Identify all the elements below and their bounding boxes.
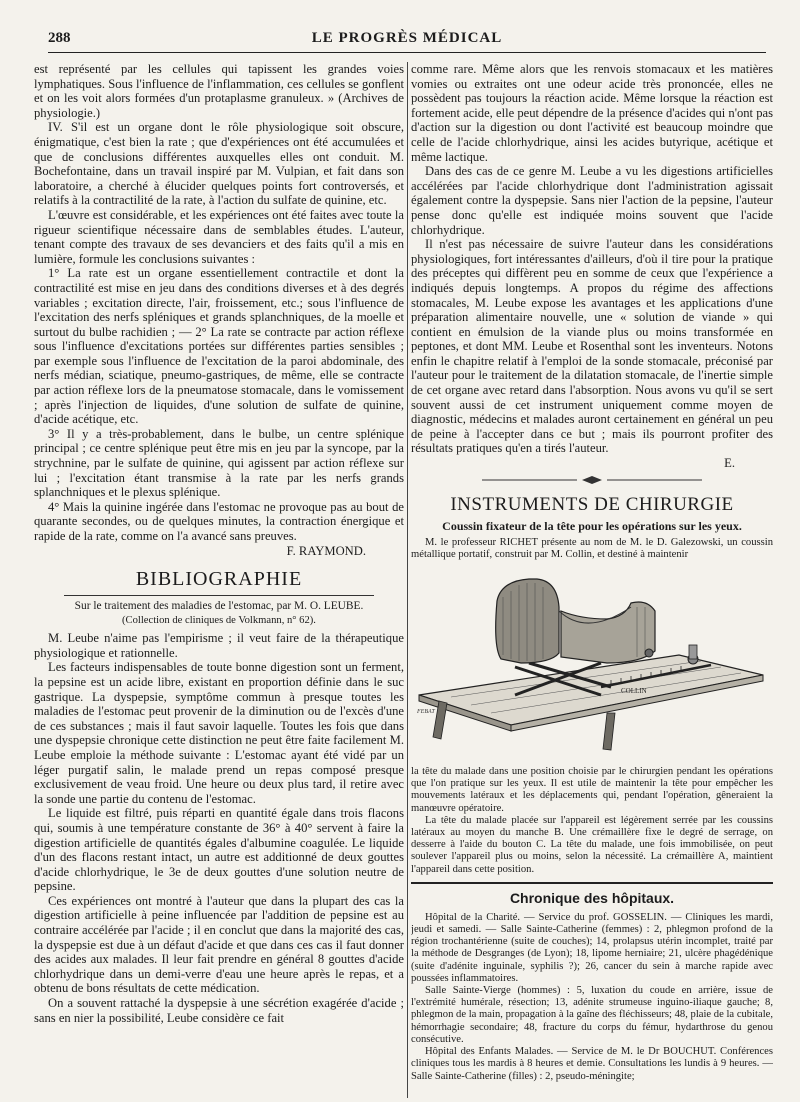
paragraph: Les facteurs indispensables de toute bonne digestion sont un ferment, la pepsine est un acide libre, existant en proportion définie dans le suc gastrique. La dyspepsie, symptôme commun à presque toutes les maladies de l'estomac peut provenir de la diminution ou de l'excès d'une de ces substances ; mais il faut savoir laquelle. Toutes les fois que dans une dyspepsie chronique cette distinction ne peut être faite facilement M. Leube emploie la méthode suivante : L'estomac ayant été vidé par un léger purgatif salin, le malade prend un repas composé presque exclusivement de veau froid. Une heure ou deux plus tard, il retire avec la sonde une partie du contenu de l'estomac. [34,660,404,806]
section-title-bibliographie: BIBLIOGRAPHIE [135,568,303,591]
instrument-heading: Coussin fixateur de la tête pour les opérations sur les yeux. [442,518,742,533]
section-rule [64,595,374,596]
review-source: (Collection de cliniques de Volkmann, n° 62). [122,615,316,627]
paragraph: Hôpital de la Charité. — Service du prof. GOSSELIN. — Cliniques les mardi, jeudi et samedi. — Salle Sainte-Catherine (femmes) : 2, phlegmon profond de la région trochantérienne (suite de couches); 14, prolapsus utérin incomplet, traité par la méthode de Desgranges (de Lyon); 18, lipome herniaire; 21, ulcère phagédénique (suite d'adénite inguinale, syphilis ?); 26, cancer du sein à marche rapide avec poussées inflammatoires. [411,911,773,984]
right-column [411,62,773,1100]
paragraph: Ces expériences ont montré à l'auteur que dans la plupart des cas la digestion artificielle à peine influencée par l'addition de pepsine est au contraire accélérée par l'acide ; il en conclut que dans la majorité des cas, la dyspepsie est due à un défaut d'acide et que dans ces cas il faut donner des acides aux malades. Il leur fait prendre en général 8 gouttes d'acide chlorhydrique dans un demi-verre d'eau une heure après le repas, et a obtenu de bons résultats de cette médication. [34,893,404,996]
paragraph: 1° La rate est un organe essentiellement contractile et dont la contractilité est mise en jeu dans des conditions diverses et à des degrés variables ; excitation directe, l'air, froissement, etc.; sous l'influence de l'excitation des nerfs spléniques et grands splanchniques, de la moelle et surtout du bulbe rachidien ; — 2° La rate se contracte par action réflexe sous l'influence d'excitations portées sur différentes parties sensibles ; par exemple sous l'influence de l'excitation de la paroi abdominale, des nerfs médian, sciatique, pneumo-gastriques, de même, elle se contracte par action réflexe lors de la pneumatose stomacale, dans le vomissement ; après l'injection de liquides, d'une solution de sulfate de quinine, d'acide acétique, etc. [34,266,404,427]
paragraph: comme rare. Même alors que les renvois stomacaux et les matières vomies ou extraites ont une odeur acide très prononcée, elles ne possèdent pas toujours la réaction acide. Même lorsque la réaction est fortement acide, elle peut dépendre de la présence d'acides qui n'ont pas d'action sur la digestion ou dont l'activité est beaucoup moindre que celle de l'acide chlorhydrique, ainsi les acides butyrique, acétique et même lactique. [411,62,773,164]
paragraph: IV. S'il est un organe dont le rôle physiologique soit obscure, énigmatique, c'est bien la rate ; que d'expériences ont été accumulées et que de conclusions différentes auxquelles elles ont conduit. M. Bochefontaine, dans un travail inspiré par M. Vulpian, et fait dans son laboratoire, a cherché à élucider quelques points fort controversés, et relatifs à la contractilité de la rate, à l'action du sulfate de quinine, etc. [34,120,404,208]
instrument-engraving [411,567,771,762]
paragraph: 3° Il y a très-probablement, dans le bulbe, un centre splénique principal ; ce centre splénique peut être mis en jeu par la syncope, par la strychnine, par le sulfate de quinine, qui agissent par action réflexe sur lui ; l'excitation étant transmise à la rate par les nerfs grands splanchniques et le plexus splénique. [34,426,404,500]
journal-title: LE PROGRÈS MÉDICAL [311,30,503,46]
author-signature: F. RAYMOND. [286,543,366,558]
paragraph: On a souvent rattaché la dyspepsie à une sécrétion exagérée d'acide ; sans en nier la possibilité, Leube considère ce fait [34,996,404,1025]
paragraph: Hôpital des Enfants Malades. — Service de M. le Dr BOUCHUT. Conférences cliniques tous les mardis à 8 heures et demie. Consultations les lundis à 9 heures. — Salle Sainte-Catherine (filles) : 2, pseudo-méningite; [411,1046,773,1082]
section-title-instruments: INSTRUMENTS DE CHIRURGIE [450,493,734,515]
maker-mark: COLLIN [621,687,647,696]
section-rule [411,882,773,884]
paragraph: La tête du malade placée sur l'appareil est légèrement serrée par les coussins latéraux au moyen du manche B. Une crémaillère fixe le degré de serrage, on desserre à l'aide du bouton C. La tête du malade, une fois immobilisée, on peut soulever l'appareil plus ou moins, selon la nécessité. La crémaillère A, maintient l'appareil dans cette position. [411,814,773,875]
ornament-icon [482,475,702,485]
page-header [48,26,766,53]
column-divider [407,62,408,1098]
paragraph: M. le professeur RICHET présente au nom de M. le D. Galezowski, un coussin métallique portatif, construit par M. Collin, et destiné à maintenir [411,536,773,560]
paragraph: la tête du malade dans une position choisie par le chirurgien pendant les opérations que l'on pratique sur les yeux. Il est utile de maintenir la tête pour empêcher les mouvements latéraux et les déplacements qui, pendant l'opération, gêneraient la manœuvre opératoire. [411,766,773,814]
page-number: 288 [48,30,71,46]
paragraph: L'œuvre est considérable, et les expériences ont été faites avec toute la rigueur scientifique nécessaire dans de semblables études. L'auteur, tenant compte des travaux de ses devanciers et des faits qu'il a mis en lumière, formule les conclusions suivantes : [34,207,404,266]
paragraph: M. Leube n'aime pas l'empirisme ; il veut faire de la thérapeutique physiologique et rationnelle. [34,631,404,660]
paragraph: Le liquide est filtré, puis réparti en quantité égale dans trois flacons qui, soumis à une température constante de 36° à 40° servent à faire la digestion artificielle de quantités égales d'albumine coagulée. Le liquide d'un des flacons restant intact, un autre est additionné de deux gouttes d'acide chlorhydrique, le 3e de deux gouttes d'une solution neutre de pepsine. [34,806,404,894]
paragraph: Il n'est pas nécessaire de suivre l'auteur dans les considérations physiologiques, fort intéressantes d'ailleurs, d'où il tire pour la pratique des préceptes qui diffèrent peu en somme de ceux que l'expérience a indiqués depuis longtemps. A propos du régime des affections stomacales, M. Leube expose les avantages et les applications d'une préparation alimentaire nouvelle, une « solution de viande » qui contient en émulsion de la viande plus ou moins transformée en peptones, et dont MM. Leube et Rosenthal sont les inventeurs. Notons enfin le chapitre relatif à l'emploi de la sonde stomacale, préconisé par l'auteur pour le traitement de la dilatation stomacale, de l'inertie simple de cet organe avec retard dans l'absorption. Nous avons vu qu'il se sert souvent aussi de cet instrument uniquement comme moyen de diagnostic, médecins et malades auront certainement en général un peu de peine à l'accepter dans ce but ; mais ils pourront profiter des résultats pratiques qu'en a tirés l'auteur. [411,237,773,456]
review-heading: Sur le traitement des maladies de l'estomac, par M. O. LEUBE. [74,600,364,613]
paragraph: Salle Sainte-Vierge (hommes) : 5, luxation du coude en arrière, issue de l'extrémité humérale, résection; 13, adénite strumeuse inguino-iliaque gauche; 8, phlegmon de la main, propagation à la gaîne des fléchisseurs; 48, plaie de la cubitale, hémorrhagie secondaire; 48, fracture du corps du fémur, hydarthrose du genou consécutive. [411,985,773,1045]
paragraph: 4° Mais la quinine ingérée dans l'estomac ne provoque pas au bout de quarante secondes, ou de quelques minutes, la contraction énergique et rapide de la rate, comme on l'a avancé sans preuves. [34,499,404,543]
paragraph: Dans des cas de ce genre M. Leube a vu les digestions artificielles accélérées par l'acide chlorhydrique dont l'administration agissait également contre la dyspepsie. Sans nier l'action de la pepsine, l'auteur pense donc qu'elle est indiquée moins souvent que l'acide chlorhydrique. [411,164,773,237]
section-title-chronique: Chronique des hôpitaux. [509,889,675,906]
author-signature: E. [724,456,735,471]
head-cushion-illustration [411,567,771,762]
left-column [34,62,404,1100]
paragraph: est représenté par les cellules qui tapissent les grandes voies lymphatiques. Sous l'influence de l'inflammation, ces cellules se gonflent et on les voit alors formées d'un protaplasme granuleux. » (Archives de physiologie.) [34,62,404,120]
ornament-divider [411,475,773,488]
engraver-mark: FEBAT [417,709,435,716]
